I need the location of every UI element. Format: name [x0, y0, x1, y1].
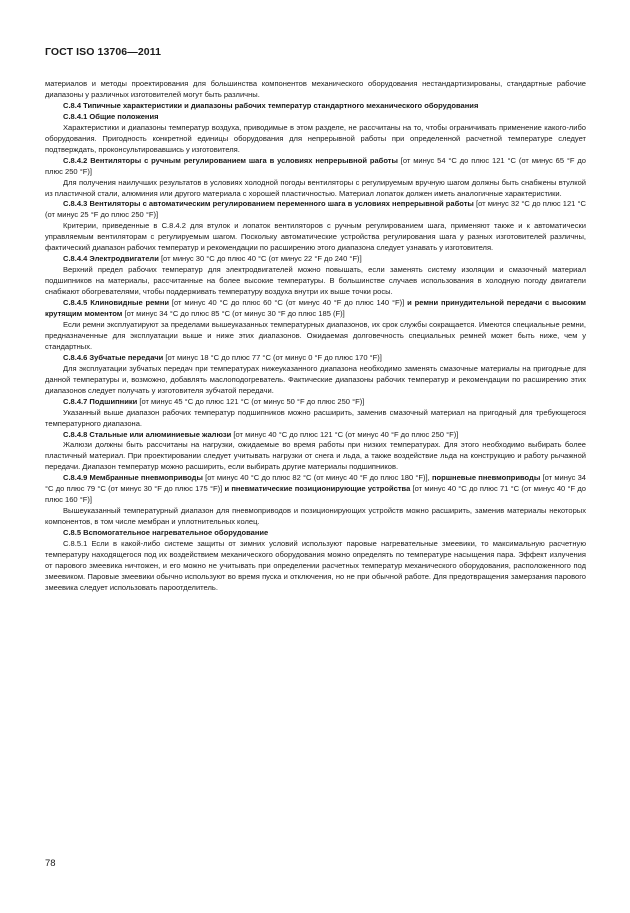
section-c849-range-a: [от минус 40 °С до плюс 82 °С (от минус 40 °F до плюс 180 °F)], [205, 473, 430, 483]
section-c847-title: С.8.4.7 Подшипники [63, 396, 138, 406]
section-c849-text: Вышеуказанный температурный диапазон для пневмоприводов и позиционирующих устройств можно расширить, заменив материалы некоторых компонентов, в том числе мембран и уплотнительных колец. [45, 506, 586, 527]
section-c847-heading [45, 397, 586, 408]
section-c847-text: Указанный выше диапазон рабочих температур подшипников можно расширить, заменив смазочный материал на пригодный для требующегося температурного диапазона. [45, 407, 586, 428]
section-c841-title: С.8.4.1 Общие положения [63, 111, 159, 121]
section-c844-text: Верхний предел рабочих температур для электродвигателей можно повышать, если заменять систему изоляции и смазочный материал подшипников на материалы, рассчитанные на более высокие температуры. В большинстве случаев использования в холодную погоду двигатели снабжают обогревателями, чтобы поддерживать температуру воздуха внутри их выше точки росы. [45, 265, 586, 297]
section-c844-heading [45, 254, 586, 265]
section-c843-heading [45, 199, 586, 221]
section-c843-text: Критерии, приведенные в С.8.4.2 для втулок и лопаток вентиляторов с ручным регулированием шага, применяют также и к автоматически управляемым вентиляторам с регулируемым шагом. Поскольку автоматические устройства регулирования шага у разных изготовителей различны, фактический диапазон рабочих температур и рекомендации по расширению этого диапазона следует узнавать у изготовителя. [45, 221, 586, 253]
section-c841-text: Характеристики и диапазоны температур воздуха, приводимые в этом разделе, не рассчитаны на то, чтобы ограничивать применение какого-либо оборудования. Пригодность конкретной единицы оборудования для непрерывной работы при определенной расчетной температуре следует подтверждать, проконсультировавшись у изготовителя. [45, 122, 586, 154]
section-c849-title-a: С.8.4.9 Мембранные пневмоприводы [63, 473, 203, 483]
section-c843-title: С.8.4.3 Вентиляторы с автоматическим регулированием переменного шага в условиях непрерывной работы [63, 199, 474, 209]
section-c846-text: Для эксплуатации зубчатых передач при температурах нижеуказанного диапазона необходимо заменять смазочные материалы на пригодные для данной температуры и, возможно, добавлять маслоподогреватель. Фактические диапазоны рабочих температур и рекомендации по расширению этих диапазонов следует получать у изготовителя зубчатой передачи. [45, 363, 586, 395]
section-c846-title: С.8.4.6 Зубчатые передачи [63, 352, 164, 362]
section-c848-range: [от минус 40 °С до плюс 121 °С (от минус 40 °F до плюс 250 °F)] [233, 429, 459, 439]
section-c842-range: [от минус 54 °С до плюс 121 °С (от минус 65 °F до плюс 250 °F)] [45, 155, 586, 176]
section-c849-title-b: поршневые пневмоприводы [431, 473, 541, 483]
document-header: ГОСТ ISO 13706—2011 [45, 46, 162, 58]
section-c844-range: [от минус 30 °С до плюс 40 °С (от минус 22 °F до 240 °F)] [160, 254, 362, 264]
section-c845-range-a: [от минус 40 °С до плюс 60 °С (от минус 40 °F до плюс 140 °F)] [171, 298, 405, 308]
section-c845-range-b: [от минус 34 °С до плюс 85 °С (от минус 30 °F до плюс 185 (F)] [124, 309, 345, 319]
document-body [45, 79, 586, 594]
section-c849-heading [45, 473, 586, 506]
section-c845-title-b: и ремни принудительной передачи с высоким крутящим моментом [45, 298, 586, 319]
section-c846-range: [от минус 18 °С до плюс 77 °С (от минус 0 °F до плюс 170 °F)] [165, 352, 382, 362]
section-c848-text: Жалюзи должны быть рассчитаны на нагрузки, ожидаемые во время работы при низких температурах. Для этого необходимо выбирать более пластичный материал. При проектировании следует учитывать нагрузки от снега и льда, а также воздействие льда на конструкцию и работу рычажной передачи. Диапазон температур можно расширить, если выбирать другие материалы подшипников. [45, 440, 586, 472]
section-c848-title: С.8.4.8 Стальные или алюминиевые жалюзи [63, 429, 232, 439]
paragraph-intro: материалов и методы проектирования для большинства компонентов механического оборудования нестандартизированы, стандартные рабочие диапазоны у различных изготовителей могут быть различны. [45, 79, 586, 99]
section-c851-text: С.8.5.1 Если в какой-либо системе защиты от зимних условий используют паровые нагревательные змеевики, то максимальную расчетную температуру находящегося под их воздействием механического оборудования можно определять по температуре насыщения пара. Эффект излучения от парового змеевика ничтожен, и его можно не учитывать при определении расчетных температур механического оборудования, расположенного под змеевиком. Паровые змеевики обычно используют во время пуска и отключения, но не при обычной работе. Для предотвращения замерзания парового змеевика следует использовать пароотделитель. [45, 539, 586, 592]
section-c847-range: [от минус 45 °С до плюс 121 °С (от минус 50 °F до плюс 250 °F)] [139, 396, 365, 406]
section-c845-text: Если ремни эксплуатируют за пределами вышеуказанных температурных диапазонов, их срок службы сокращается. Имеются специальные ремни, предназначенные для эксплуатации выше и ниже этих диапазонов. Ожидаемая долговечность специальных ремней может быть ниже, чем у стандартных. [45, 319, 586, 351]
section-c845-title-a: С.8.4.5 Клиновидные ремни [63, 298, 170, 308]
section-c85-title: С.8.5 Вспомогательное нагревательное оборудование [63, 528, 269, 538]
section-c843-range: [от минус 32 °С до плюс 121 °С (от минус 25 °F до плюс 250 °F)] [45, 199, 586, 220]
section-c846-heading [45, 353, 586, 364]
section-c848-heading [45, 430, 586, 441]
section-c845-heading [45, 298, 586, 320]
section-c849-range-c: [от минус 40 °С до плюс 71 °С (от минус 40 °F до плюс 160 °F)] [45, 484, 586, 505]
section-c844-title: С.8.4.4 Электродвигатели [63, 254, 159, 264]
section-c842-heading [45, 156, 586, 178]
section-c842-title: С.8.4.2 Вентиляторы с ручным регулированием шага в условиях непрерывной работы [63, 155, 398, 165]
section-c849-range-b: [от минус 34 °С до плюс 79 °С (от минус 30 °F до плюс 175 °F)] [45, 473, 586, 494]
page-number: 78 [45, 858, 56, 869]
section-c84-title: С.8.4 Типичные характеристики и диапазоны рабочих температур стандартного механического оборудования [63, 100, 479, 110]
section-c849-title-c: и пневматические позиционирующие устройства [224, 484, 411, 494]
section-c842-text: Для получения наилучших результатов в условиях холодной погоды вентиляторы с регулируемым вручную шагом должны быть снабжены втулкой из пластичной стали, алюминия или другого материала с хорошей пластичностью. Материал лопаток должен иметь аналогичные характеристики. [45, 177, 586, 198]
